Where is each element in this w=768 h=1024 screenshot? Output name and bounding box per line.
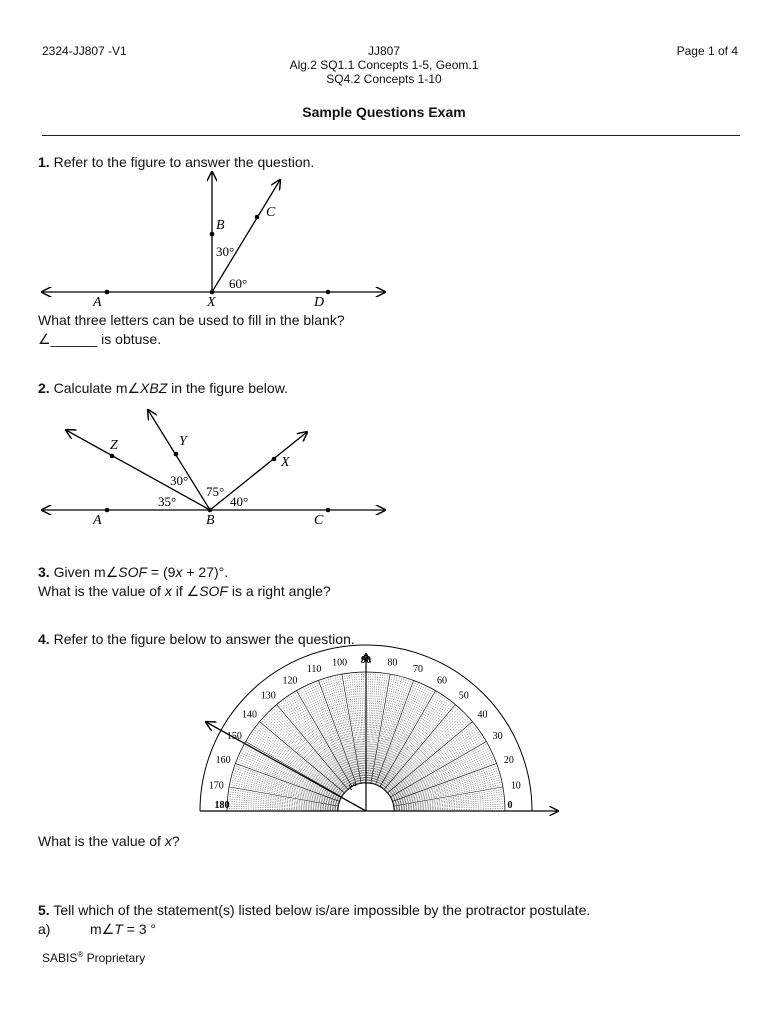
protractor-label: 80 (387, 657, 398, 669)
protractor-tick (303, 687, 353, 786)
protractor-tick (342, 674, 361, 783)
protractor-tick (344, 674, 361, 784)
angle-name: XBZ (140, 380, 168, 396)
protractor-tick (227, 809, 338, 811)
protractor-label: 130 (260, 690, 276, 702)
point-b (208, 508, 213, 513)
label-y: Y (179, 434, 187, 449)
question-1-text: Refer to the figure to answer the question. (53, 154, 315, 170)
protractor-tick (354, 673, 364, 784)
protractor-tick (249, 735, 342, 795)
protractor-tick (380, 691, 436, 787)
question-1-ask (38, 311, 345, 349)
protractor-tick (366, 672, 368, 783)
label-c: C (314, 513, 324, 528)
question-4-prompt: 4. Refer to the figure below to answer the question. (38, 631, 355, 647)
protractor-tick (373, 677, 402, 784)
course-concepts-line2: SQ4.2 Concepts 1-10 (326, 72, 442, 86)
protractor-tick (392, 766, 497, 802)
question-5-prompt: 5. Tell which of the statement(s) listed below is/are impossible by the protractor postulate. (38, 902, 591, 918)
ray-x (206, 722, 366, 811)
protractor-tick (235, 766, 340, 802)
point-y (174, 452, 179, 457)
question-5 (38, 901, 590, 939)
protractor-label: 160 (215, 755, 231, 767)
point-z (110, 454, 115, 459)
label-x: X (207, 295, 216, 310)
point-c (326, 508, 331, 513)
ray-bx (210, 432, 307, 510)
point-x (272, 457, 277, 462)
question-1-figure (0, 0, 768, 320)
protractor-label: 10 (510, 780, 521, 792)
question-1-line1: What three letters can be used to fill in the blank? (38, 312, 345, 328)
protractor-tick (240, 752, 341, 799)
protractor-tick (382, 697, 446, 788)
protractor-tick (284, 699, 349, 789)
answer-blank[interactable]: ______ (50, 331, 98, 347)
protractor-label: 100 (332, 657, 348, 669)
point-a (105, 290, 110, 295)
protractor-label: 40 (477, 709, 488, 721)
ray-bz (66, 430, 210, 510)
protractor-tick (389, 731, 480, 795)
protractor-tick (380, 689, 434, 786)
point-a (105, 508, 110, 513)
protractor-label: 180 (214, 800, 230, 811)
protractor-label: 110 (306, 664, 322, 676)
protractor-label: 120 (282, 675, 298, 687)
protractor-label: 90 (361, 655, 371, 666)
protractor-tick (368, 673, 378, 784)
question-2-number: 2. (38, 380, 50, 396)
protractor-tick (378, 685, 425, 786)
label-x: X (281, 455, 290, 470)
question-1-number: 1. (38, 154, 50, 170)
label-d: D (314, 295, 325, 310)
protractor-tick (228, 799, 339, 809)
question-5-option-a: a) m∠T = 3 ° (38, 921, 157, 937)
protractor-tick (389, 735, 482, 795)
course-code: JJ807 (367, 44, 401, 58)
point-x (210, 290, 215, 295)
protractor-label: 140 (242, 709, 258, 721)
protractor-tick (292, 693, 351, 787)
protractor-label: 170 (208, 780, 224, 792)
protractor-tick (232, 775, 339, 804)
question-4-ask: What is the value of x? (38, 833, 180, 849)
protractor-tick (394, 799, 505, 809)
label-b: B (216, 218, 225, 233)
protractor-tick (266, 714, 346, 791)
protractor-tick (254, 729, 344, 794)
protractor-tick (321, 680, 357, 785)
protractor-tick (394, 809, 505, 811)
footer-brand: SABIS® Proprietary (42, 950, 146, 965)
protractor-tick (242, 748, 341, 798)
protractor-tick (307, 685, 354, 786)
label-a: A (93, 513, 102, 528)
protractor-tick (392, 757, 494, 800)
protractor-tick (330, 677, 359, 784)
protractor-tick (229, 787, 338, 806)
label-z: Z (110, 438, 118, 453)
point-c (255, 215, 260, 220)
protractor-tick (389, 729, 479, 794)
protractor-label: 30 (492, 731, 503, 742)
protractor-tick (375, 680, 411, 785)
protractor-tick (394, 789, 504, 806)
angle-40-label: 40° (230, 494, 249, 509)
angle-35-label: 35° (158, 494, 177, 509)
protractor-label: 0 (507, 800, 513, 811)
protractor-tick (386, 714, 466, 791)
protractor-tick (370, 674, 387, 784)
protractor-tick (247, 739, 342, 796)
protractor-tick (391, 752, 492, 799)
protractor-tick (390, 744, 487, 798)
question-3-line1: 3. Given m∠SOF = (9x + 27)°. (38, 564, 229, 580)
protractor-tick (381, 693, 440, 787)
protractor-tick (371, 674, 390, 783)
protractor-figure (0, 640, 768, 840)
exam-code: 2324-JJ807 -V1 (42, 44, 127, 58)
protractor-tick (385, 711, 462, 791)
question-1-line2: ∠______ is obtuse. (38, 331, 162, 347)
protractor-tick (394, 787, 503, 806)
protractor-tick (390, 737, 484, 796)
protractor-tick (252, 731, 343, 795)
protractor-label: 50 (458, 690, 469, 702)
point-d (326, 290, 331, 295)
label-c: C (266, 205, 276, 220)
protractor-tick (299, 689, 353, 786)
protractor-tick (390, 742, 486, 798)
protractor-tick (248, 737, 342, 796)
protractor-tick (286, 697, 350, 788)
protractor-tick (393, 775, 500, 804)
question-3 (38, 563, 331, 601)
course-concepts-line1: Alg.2 SQ1.1 Concepts 1-5, Geom.1 (289, 58, 479, 72)
question-2-figure (0, 400, 768, 540)
protractor-tick (246, 742, 342, 798)
angle-x-label: x° (348, 782, 357, 793)
protractor-tick (391, 748, 490, 798)
protractor-tick (377, 683, 420, 785)
point-b (210, 232, 215, 237)
label-b: B (206, 513, 215, 528)
protractor-tick (294, 692, 351, 787)
protractor-label: 20 (503, 755, 514, 767)
protractor-tick (364, 672, 366, 783)
question-3-line2: What is the value of x if ∠SOF is a right angle? (38, 583, 331, 599)
page-number: Page 1 of 4 (676, 44, 738, 58)
angle-30-label: 30° (216, 244, 235, 259)
protractor-tick (238, 757, 340, 800)
label-a: A (93, 295, 102, 310)
question-2-prompt: 2. Calculate m∠XBZ in the figure below. (38, 380, 288, 396)
protractor-label: 60 (437, 675, 447, 687)
angle-60-label: 60° (229, 276, 248, 291)
protractor-tick (382, 699, 447, 789)
angle-30-label: 30° (170, 473, 189, 488)
protractor-tick (380, 692, 437, 787)
protractor-tick (390, 739, 485, 796)
protractor-tick (297, 691, 353, 787)
protractor-tick (381, 694, 441, 787)
page-title: Sample Questions Exam (302, 104, 466, 120)
protractor-label: 150 (226, 731, 242, 742)
protractor-tick (312, 683, 355, 785)
protractor-label: 70 (412, 664, 423, 676)
question-4-number: 4. (38, 631, 50, 647)
protractor-tick (229, 789, 339, 806)
protractor-tick (379, 687, 429, 786)
angle-75-label: 75° (206, 484, 225, 499)
